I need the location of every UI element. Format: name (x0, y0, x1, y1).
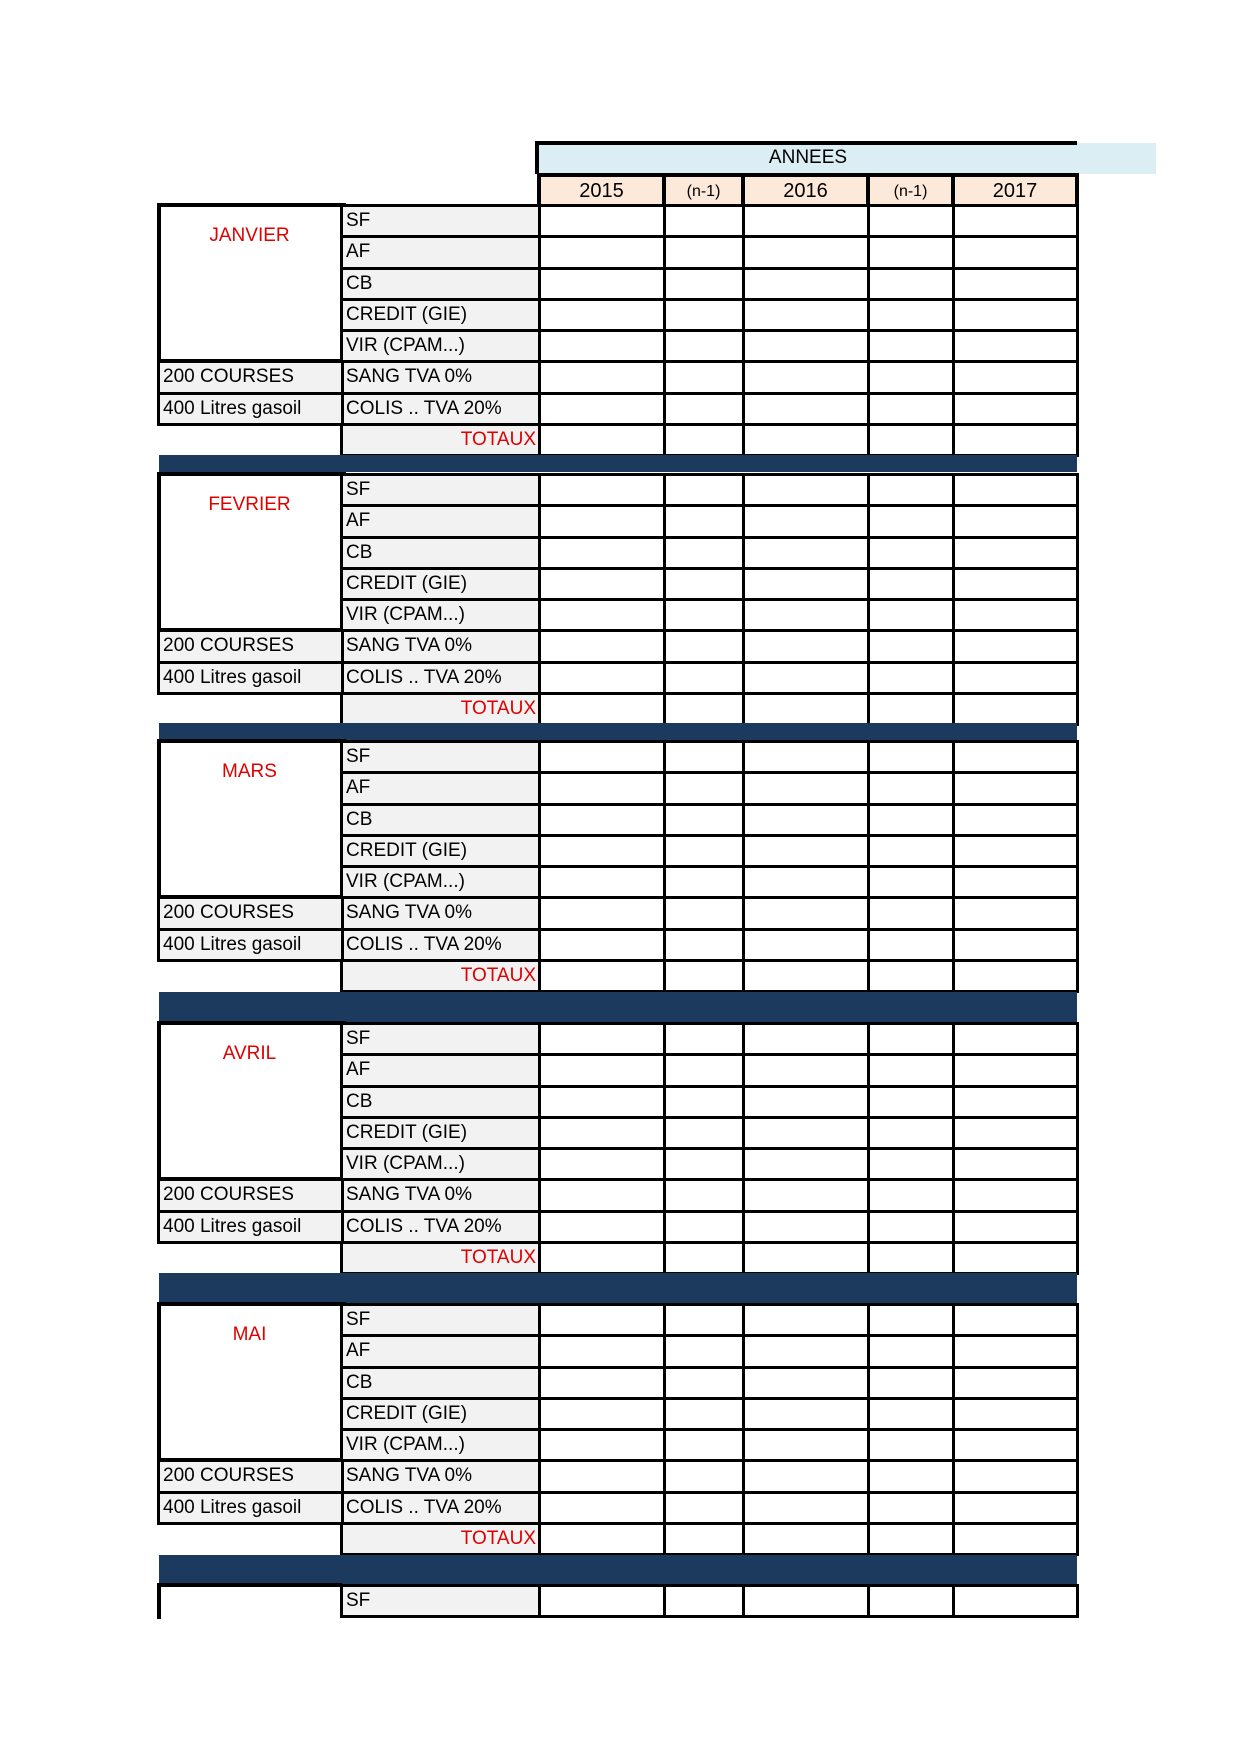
data-cell[interactable] (952, 423, 1079, 457)
data-cell[interactable] (952, 1053, 1079, 1087)
data-cell[interactable] (867, 740, 955, 774)
data-cell[interactable] (742, 1397, 870, 1431)
data-cell[interactable] (742, 536, 870, 570)
data-cell[interactable] (663, 1397, 745, 1431)
data-cell[interactable] (538, 567, 666, 601)
data-cell[interactable] (867, 360, 955, 394)
row-label: CREDIT (GIE) (340, 1397, 541, 1431)
data-cell[interactable] (952, 536, 1079, 570)
data-cell[interactable] (867, 392, 955, 426)
data-cell[interactable] (663, 329, 745, 363)
data-cell[interactable] (867, 1053, 955, 1087)
row-label: SANG TVA 0% (340, 896, 541, 930)
data-cell[interactable] (952, 629, 1079, 663)
data-cell[interactable] (538, 1584, 666, 1618)
data-cell[interactable] (663, 959, 745, 993)
data-cell[interactable] (538, 803, 666, 837)
data-cell[interactable] (742, 896, 870, 930)
data-cell[interactable] (663, 1022, 745, 1056)
data-cell[interactable] (952, 1210, 1079, 1244)
data-cell[interactable] (867, 536, 955, 570)
data-cell[interactable] (952, 473, 1079, 507)
data-cell[interactable] (952, 1303, 1079, 1337)
side-label: 200 COURSES (157, 1178, 344, 1212)
row-label: CB (340, 1085, 541, 1119)
data-cell[interactable] (742, 1210, 870, 1244)
data-cell[interactable] (952, 360, 1079, 394)
row-label: AF (340, 504, 541, 538)
data-cell[interactable] (952, 204, 1079, 238)
data-cell[interactable] (867, 1366, 955, 1400)
data-cell[interactable] (952, 1085, 1079, 1119)
data-cell[interactable] (952, 1428, 1079, 1462)
data-cell[interactable] (742, 1053, 870, 1087)
data-cell[interactable] (663, 928, 745, 962)
data-cell[interactable] (867, 1491, 955, 1525)
data-cell[interactable] (538, 1022, 666, 1056)
row-label: SANG TVA 0% (340, 360, 541, 394)
row-label: VIR (CPAM...) (340, 329, 541, 363)
totals-label: TOTAUX (340, 959, 541, 993)
data-cell[interactable] (538, 329, 666, 363)
data-cell[interactable] (867, 1303, 955, 1337)
row-label: AF (340, 1053, 541, 1087)
data-cell[interactable] (538, 661, 666, 695)
row-label: SF (340, 740, 541, 774)
month-name: JANVIER (209, 225, 290, 247)
row-label: COLIS .. TVA 20% (340, 1491, 541, 1525)
data-cell[interactable] (538, 1397, 666, 1431)
data-cell[interactable] (952, 834, 1079, 868)
data-cell[interactable] (663, 1085, 745, 1119)
data-cell[interactable] (742, 959, 870, 993)
data-cell[interactable] (867, 771, 955, 805)
month-separator (159, 1273, 1077, 1303)
data-cell[interactable] (663, 1584, 745, 1618)
data-cell[interactable] (742, 1241, 870, 1275)
data-cell[interactable] (867, 235, 955, 269)
totals-label: TOTAUX (340, 423, 541, 457)
data-cell[interactable] (952, 1241, 1079, 1275)
data-cell[interactable] (867, 928, 955, 962)
data-cell[interactable] (952, 865, 1079, 899)
row-label: SF (340, 473, 541, 507)
data-cell[interactable] (952, 1584, 1079, 1618)
data-cell[interactable] (663, 1241, 745, 1275)
data-cell[interactable] (952, 1366, 1079, 1400)
trailing-block-top-border (157, 1583, 342, 1587)
side-label: 200 COURSES (157, 1459, 344, 1493)
side-label: 400 Litres gasoil (157, 1491, 344, 1525)
data-cell[interactable] (742, 235, 870, 269)
data-cell[interactable] (867, 567, 955, 601)
row-label: AF (340, 235, 541, 269)
data-cell[interactable] (742, 423, 870, 457)
data-cell[interactable] (538, 1241, 666, 1275)
data-cell[interactable] (663, 423, 745, 457)
data-cell[interactable] (538, 1334, 666, 1368)
data-cell[interactable] (742, 865, 870, 899)
data-cell[interactable] (867, 204, 955, 238)
row-label: CREDIT (GIE) (340, 567, 541, 601)
data-cell[interactable] (742, 740, 870, 774)
month-separator (159, 1555, 1077, 1584)
side-label: 400 Litres gasoil (157, 661, 344, 695)
data-cell[interactable] (867, 834, 955, 868)
data-cell[interactable] (742, 598, 870, 632)
data-cell[interactable] (952, 1178, 1079, 1212)
data-cell[interactable] (663, 473, 745, 507)
data-cell[interactable] (952, 771, 1079, 805)
data-cell[interactable] (742, 692, 870, 726)
data-cell[interactable] (742, 567, 870, 601)
data-cell[interactable] (867, 1178, 955, 1212)
data-cell[interactable] (742, 360, 870, 394)
row-label: CB (340, 803, 541, 837)
data-cell[interactable] (742, 1085, 870, 1119)
data-cell[interactable] (663, 360, 745, 394)
row-label: SF (340, 1584, 541, 1618)
data-cell[interactable] (867, 1210, 955, 1244)
data-cell[interactable] (952, 692, 1079, 726)
data-cell[interactable] (663, 298, 745, 332)
data-cell[interactable] (538, 834, 666, 868)
data-cell[interactable] (742, 1459, 870, 1493)
data-cell[interactable] (742, 1522, 870, 1556)
data-cell[interactable] (952, 1147, 1079, 1181)
data-cell[interactable] (663, 1116, 745, 1150)
data-cell[interactable] (663, 567, 745, 601)
year-column-header: 2015 (537, 173, 666, 206)
year-column-header: (n-1) (662, 173, 745, 206)
data-cell[interactable] (538, 1210, 666, 1244)
data-cell[interactable] (952, 235, 1079, 269)
data-cell[interactable] (952, 1491, 1079, 1525)
data-cell[interactable] (663, 267, 745, 301)
data-cell[interactable] (538, 865, 666, 899)
data-cell[interactable] (538, 1147, 666, 1181)
data-cell[interactable] (663, 1522, 745, 1556)
data-cell[interactable] (538, 1116, 666, 1150)
data-cell[interactable] (952, 1116, 1079, 1150)
data-cell[interactable] (538, 1522, 666, 1556)
data-cell[interactable] (538, 536, 666, 570)
data-cell[interactable] (867, 1397, 955, 1431)
data-cell[interactable] (867, 1085, 955, 1119)
totals-label: TOTAUX (340, 1241, 541, 1275)
row-label: SANG TVA 0% (340, 629, 541, 663)
data-cell[interactable] (538, 392, 666, 426)
data-cell[interactable] (538, 1428, 666, 1462)
month-name: MAI (232, 1324, 267, 1346)
data-cell[interactable] (742, 473, 870, 507)
data-cell[interactable] (538, 1459, 666, 1493)
data-cell[interactable] (952, 896, 1079, 930)
data-cell[interactable] (867, 1459, 955, 1493)
data-cell[interactable] (538, 928, 666, 962)
data-cell[interactable] (742, 1491, 870, 1525)
data-cell[interactable] (867, 629, 955, 663)
data-cell[interactable] (538, 629, 666, 663)
totals-label: TOTAUX (340, 1522, 541, 1556)
data-cell[interactable] (538, 1053, 666, 1087)
data-cell[interactable] (742, 392, 870, 426)
data-cell[interactable] (663, 1303, 745, 1337)
data-cell[interactable] (663, 204, 745, 238)
data-cell[interactable] (663, 834, 745, 868)
row-label: COLIS .. TVA 20% (340, 661, 541, 695)
data-cell[interactable] (867, 267, 955, 301)
month-name: MARS (222, 761, 277, 783)
data-cell[interactable] (663, 1210, 745, 1244)
data-cell[interactable] (952, 959, 1079, 993)
data-cell[interactable] (538, 1366, 666, 1400)
data-cell[interactable] (538, 473, 666, 507)
row-label: CREDIT (GIE) (340, 298, 541, 332)
data-cell[interactable] (867, 329, 955, 363)
data-cell[interactable] (867, 598, 955, 632)
data-cell[interactable] (663, 598, 745, 632)
data-cell[interactable] (867, 1334, 955, 1368)
data-cell[interactable] (538, 1085, 666, 1119)
row-label: COLIS .. TVA 20% (340, 928, 541, 962)
data-cell[interactable] (952, 1022, 1079, 1056)
row-label: SANG TVA 0% (340, 1178, 541, 1212)
data-cell[interactable] (538, 360, 666, 394)
row-label: CB (340, 1366, 541, 1400)
data-cell[interactable] (867, 423, 955, 457)
data-cell[interactable] (663, 504, 745, 538)
month-name: FEVRIER (208, 494, 291, 516)
data-cell[interactable] (867, 1147, 955, 1181)
data-cell[interactable] (952, 740, 1079, 774)
side-label: 200 COURSES (157, 360, 344, 394)
data-cell[interactable] (742, 298, 870, 332)
year-column-header: 2017 (951, 173, 1079, 206)
data-cell[interactable] (663, 1334, 745, 1368)
data-cell[interactable] (867, 298, 955, 332)
data-cell[interactable] (867, 1241, 955, 1275)
data-cell[interactable] (663, 235, 745, 269)
row-label: CREDIT (GIE) (340, 1116, 541, 1150)
data-cell[interactable] (952, 267, 1079, 301)
data-cell[interactable] (663, 740, 745, 774)
side-label: 200 COURSES (157, 896, 344, 930)
data-cell[interactable] (538, 235, 666, 269)
data-cell[interactable] (867, 1022, 955, 1056)
row-label: COLIS .. TVA 20% (340, 1210, 541, 1244)
row-label: VIR (CPAM...) (340, 1428, 541, 1462)
data-cell[interactable] (742, 329, 870, 363)
data-cell[interactable] (952, 504, 1079, 538)
data-cell[interactable] (742, 1584, 870, 1618)
month-name: AVRIL (222, 1043, 277, 1065)
data-cell[interactable] (742, 1022, 870, 1056)
month-separator (159, 992, 1077, 1022)
data-cell[interactable] (538, 692, 666, 726)
data-cell[interactable] (538, 204, 666, 238)
data-cell[interactable] (742, 803, 870, 837)
month-separator (159, 723, 1077, 740)
data-cell[interactable] (952, 661, 1079, 695)
data-cell[interactable] (742, 204, 870, 238)
data-cell[interactable] (952, 1397, 1079, 1431)
data-cell[interactable] (742, 661, 870, 695)
data-cell[interactable] (663, 1147, 745, 1181)
data-cell[interactable] (952, 329, 1079, 363)
year-column-header: (n-1) (866, 173, 955, 206)
data-cell[interactable] (663, 865, 745, 899)
data-cell[interactable] (538, 423, 666, 457)
data-cell[interactable] (742, 1428, 870, 1462)
data-cell[interactable] (538, 1303, 666, 1337)
data-cell[interactable] (663, 1178, 745, 1212)
month-separator (159, 455, 1077, 472)
data-cell[interactable] (742, 1366, 870, 1400)
data-cell[interactable] (742, 504, 870, 538)
data-cell[interactable] (867, 959, 955, 993)
data-cell[interactable] (952, 1522, 1079, 1556)
data-cell[interactable] (538, 740, 666, 774)
data-cell[interactable] (538, 267, 666, 301)
side-label: 400 Litres gasoil (157, 392, 344, 426)
data-cell[interactable] (952, 567, 1079, 601)
row-label: AF (340, 1334, 541, 1368)
data-cell[interactable] (742, 834, 870, 868)
data-cell[interactable] (952, 1459, 1079, 1493)
data-cell[interactable] (663, 771, 745, 805)
data-cell[interactable] (663, 896, 745, 930)
data-cell[interactable] (952, 1334, 1079, 1368)
data-cell[interactable] (867, 661, 955, 695)
data-cell[interactable] (867, 692, 955, 726)
row-label: CREDIT (GIE) (340, 834, 541, 868)
data-cell[interactable] (663, 803, 745, 837)
row-label: AF (340, 771, 541, 805)
data-cell[interactable] (952, 928, 1079, 962)
data-cell[interactable] (538, 598, 666, 632)
row-label: CB (340, 536, 541, 570)
data-cell[interactable] (867, 1584, 955, 1618)
data-cell[interactable] (663, 1053, 745, 1087)
data-cell[interactable] (538, 1491, 666, 1525)
row-label: VIR (CPAM...) (340, 598, 541, 632)
year-column-header: 2016 (741, 173, 870, 206)
data-cell[interactable] (867, 1116, 955, 1150)
row-label: SANG TVA 0% (340, 1459, 541, 1493)
data-cell[interactable] (742, 1178, 870, 1212)
data-cell[interactable] (742, 771, 870, 805)
data-cell[interactable] (538, 1178, 666, 1212)
data-cell[interactable] (742, 267, 870, 301)
data-cell[interactable] (663, 629, 745, 663)
data-cell[interactable] (867, 1428, 955, 1462)
data-cell[interactable] (663, 1428, 745, 1462)
row-label: SF (340, 1022, 541, 1056)
data-cell[interactable] (742, 1116, 870, 1150)
data-cell[interactable] (867, 865, 955, 899)
data-cell[interactable] (742, 1334, 870, 1368)
data-cell[interactable] (538, 298, 666, 332)
row-label: VIR (CPAM...) (340, 865, 541, 899)
row-label: SF (340, 204, 541, 238)
data-cell[interactable] (663, 1491, 745, 1525)
data-cell[interactable] (663, 1366, 745, 1400)
data-cell[interactable] (867, 803, 955, 837)
totals-label: TOTAUX (340, 692, 541, 726)
data-cell[interactable] (663, 536, 745, 570)
row-label: COLIS .. TVA 20% (340, 392, 541, 426)
data-cell[interactable] (867, 1522, 955, 1556)
data-cell[interactable] (867, 504, 955, 538)
data-cell[interactable] (663, 661, 745, 695)
data-cell[interactable] (663, 1459, 745, 1493)
data-cell[interactable] (867, 896, 955, 930)
trailing-block-left-border (157, 1583, 161, 1619)
data-cell[interactable] (742, 928, 870, 962)
data-cell[interactable] (538, 959, 666, 993)
data-cell[interactable] (742, 1147, 870, 1181)
data-cell[interactable] (538, 896, 666, 930)
data-cell[interactable] (742, 1303, 870, 1337)
data-cell[interactable] (952, 298, 1079, 332)
data-cell[interactable] (663, 392, 745, 426)
row-label: SF (340, 1303, 541, 1337)
annees-header: ANNEES (768, 147, 848, 168)
data-cell[interactable] (952, 803, 1079, 837)
data-cell[interactable] (538, 504, 666, 538)
row-label: CB (340, 267, 541, 301)
data-cell[interactable] (663, 692, 745, 726)
row-label: VIR (CPAM...) (340, 1147, 541, 1181)
side-label: 400 Litres gasoil (157, 1210, 344, 1244)
data-cell[interactable] (742, 629, 870, 663)
side-label: 400 Litres gasoil (157, 928, 344, 962)
data-cell[interactable] (952, 598, 1079, 632)
data-cell[interactable] (538, 771, 666, 805)
data-cell[interactable] (952, 392, 1079, 426)
side-label: 200 COURSES (157, 629, 344, 663)
data-cell[interactable] (867, 473, 955, 507)
